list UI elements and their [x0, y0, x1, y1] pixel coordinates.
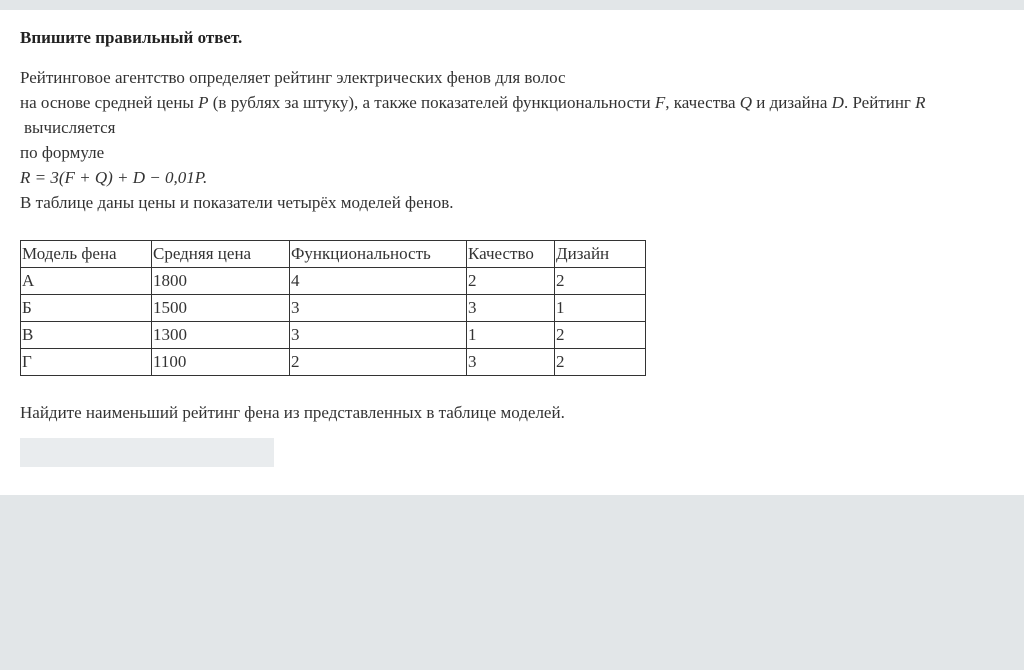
problem-line-3: вычисляется: [24, 118, 116, 137]
variable-r: R: [915, 93, 926, 112]
rating-formula: [20, 165, 1010, 190]
table-row: [21, 349, 646, 376]
table-cell: 3: [467, 295, 555, 322]
table-cell: 1300: [152, 322, 290, 349]
table-header-cell: Дизайн: [555, 241, 646, 268]
table-row: [21, 322, 646, 349]
variable-f: F: [654, 93, 666, 112]
problem-text-fragment: и дизайна: [752, 93, 832, 112]
table-cell: А: [21, 268, 152, 295]
models-table: [20, 240, 646, 376]
table-cell: 2: [555, 268, 646, 295]
task-card: [0, 10, 1024, 495]
problem-text-fragment: на основе средней цены: [20, 93, 199, 112]
variable-d: D: [831, 93, 844, 112]
table-row: [21, 295, 646, 322]
problem-line-2: [20, 90, 1010, 115]
table-cell: 2: [290, 349, 467, 376]
table-cell: 1800: [152, 268, 290, 295]
table-header-cell: Качество: [467, 241, 555, 268]
table-header-cell: Модель фена: [21, 241, 152, 268]
table-cell: 1: [467, 322, 555, 349]
table-cell: 2: [467, 268, 555, 295]
problem-line-1: Рейтинговое агентство определяет рейтинг электрических фенов для волос: [20, 68, 566, 87]
table-cell: 1100: [152, 349, 290, 376]
table-cell: 3: [290, 322, 467, 349]
table-row: [21, 268, 646, 295]
table-cell: Г: [21, 349, 152, 376]
problem-text-fragment: . Рейтинг: [843, 93, 916, 112]
table-cell: 1500: [152, 295, 290, 322]
table-header-cell: Средняя цена: [152, 241, 290, 268]
table-cell: 2: [555, 322, 646, 349]
formula-text: R = 3(F + Q) + D − 0,01P.: [20, 168, 208, 187]
table-header-cell: Функциональность: [290, 241, 467, 268]
problem-text-fragment: (в рублях за штуку), а также показателей функциональности: [208, 93, 655, 112]
problem-line-5: В таблице даны цены и показатели четырёх моделей фенов.: [20, 193, 454, 212]
table-cell: 3: [467, 349, 555, 376]
table-cell: В: [21, 322, 152, 349]
table-cell: 1: [555, 295, 646, 322]
table-cell: 3: [290, 295, 467, 322]
problem-text: [20, 65, 1010, 215]
table-cell: Б: [21, 295, 152, 322]
table-cell: 2: [555, 349, 646, 376]
question-text: Найдите наименьший рейтинг фена из представленных в таблице моделей.: [20, 403, 565, 422]
variable-p: P: [198, 93, 209, 112]
problem-line-4: по формуле: [20, 143, 105, 162]
table-cell: 4: [290, 268, 467, 295]
task-instruction: Впишите правильный ответ.: [20, 28, 243, 47]
variable-q: Q: [739, 93, 753, 112]
table-header-row: [21, 241, 646, 268]
problem-text-fragment: , качества: [665, 93, 740, 112]
answer-input[interactable]: [20, 438, 274, 467]
